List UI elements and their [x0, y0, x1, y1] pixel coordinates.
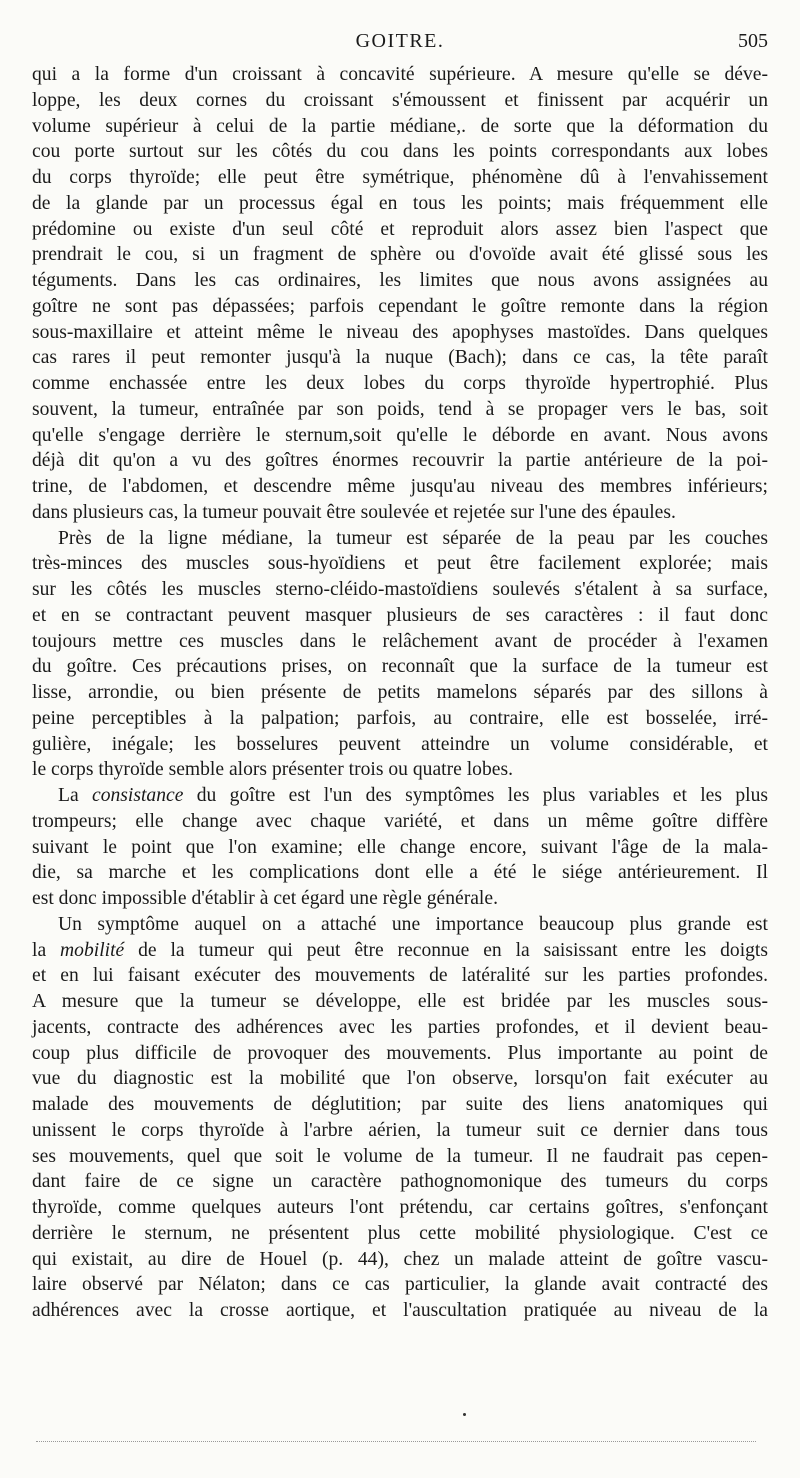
text-line: souvent, la tumeur, entraînée par son poids, tend à se propager vers le bas, soit — [32, 398, 768, 420]
text-line: derrière le sternum, ne présentent plus cette mobilité physiologique. C'est ce — [32, 1222, 768, 1244]
body-text — [32, 62, 768, 1324]
text-line: très-minces des muscles sous-hyoïdiens et peut être facilement explorée; mais — [32, 553, 768, 575]
text-line: vue du diagnostic est la mobilité que l'on observe, lorsqu'on fait exécuter au — [32, 1068, 768, 1090]
text-line: dant faire de ce signe un caractère pathognomonique des tumeurs du corps — [32, 1171, 768, 1193]
text-line: volume supérieur à celui de la partie médiane,. de sorte que la déformation du — [32, 115, 768, 137]
text-line: suivant le point que l'on examine; elle change encore, suivant l'âge de la mala- — [32, 836, 768, 858]
running-head: GOITRE. — [355, 30, 445, 52]
text-line: die, sa marche et les complications dont elle a été le siége antérieurement. Il — [32, 862, 768, 884]
text-line: téguments. Dans les cas ordinaires, les limites que nous avons assignées au — [32, 270, 768, 291]
text-line: jacents, contracte des adhérences avec les parties profondes, et il devient beau- — [32, 1016, 768, 1038]
text-line: adhérences avec la crosse aortique, et l'auscultation pratiquée au niveau de la — [32, 1300, 768, 1321]
text-line: coup plus difficile de provoquer des mouvements. Plus importante au point de — [32, 1042, 768, 1064]
text-line: malade des mouvements de déglutition; par suite des liens anatomiques qui — [32, 1094, 768, 1115]
text-line: est donc impossible d'établir à cet égard une règle générale. — [32, 888, 498, 909]
text-line: laire observé par Nélaton; dans ce cas particulier, la glande avait contracté des — [32, 1274, 768, 1296]
text-line: de la glande par un processus égal en tous les points; mais fréquemment elle — [32, 192, 768, 214]
text-line: trompeurs; elle change avec chaque variété, et dans un même goître diffère — [32, 810, 768, 832]
text-line: toujours mettre ces muscles dans le relâchement avant de procéder à l'examen — [32, 630, 768, 652]
text-line: thyroïde, comme quelques auteurs l'ont prétendu, car certains goîtres, s'enfonçant — [32, 1197, 768, 1218]
line-rest: de la tumeur qui peut être reconnue en la saisissant entre les doigts — [138, 939, 769, 961]
page-header — [32, 30, 768, 60]
text-line: du goître. Ces précautions prises, on reconnaît que la surface de la tumeur est — [32, 656, 768, 678]
text-line-consistance — [32, 783, 768, 809]
text-line: Un symptôme auquel on a attaché une importance beaucoup plus grande est — [58, 913, 768, 935]
text-line: ses mouvements, quel que soit le volume de la tumeur. Il ne faudrait pas cepen- — [32, 1145, 768, 1167]
text-line: loppe, les deux cornes du croissant s'émoussent et finissent par acquérir un — [32, 89, 768, 111]
text-line: du corps thyroïde; elle peut être symétrique, phénomène dû à l'envahissement — [32, 167, 768, 188]
text-line: goître ne sont pas dépassées; parfois cependant le goître remonte dans la région — [32, 295, 768, 317]
text-line: comme enchassée entre les deux lobes du corps thyroïde hypertrophié. Plus — [32, 373, 768, 394]
text-line: qui existait, au dire de Houel (p. 44), chez un malade atteint de goître vascu- — [32, 1248, 768, 1270]
italic-term-consistance: consistance — [92, 785, 184, 806]
page-number: 505 — [738, 30, 768, 52]
text-line: unissent le corps thyroïde à l'arbre aérien, la tumeur suit ce dernier dans tous — [32, 1119, 768, 1141]
text-line: prédomine ou existe d'un seul côté et reproduit alors assez bien l'aspect que — [32, 218, 768, 240]
footer-rule — [36, 1441, 756, 1442]
text-line: et en se contractant peuvent masquer plusieurs de ses caractères : il faut donc — [32, 604, 768, 626]
text-line: déjà dit qu'on a vu des goîtres énormes recouvrir la partie antérieure de la poi- — [32, 450, 768, 472]
line-rest: du goître est l'un des symptômes les plus variables et les plus — [196, 785, 768, 806]
text-line: le corps thyroïde semble alors présenter trois ou quatre lobes. — [32, 759, 513, 781]
text-line: Près de la ligne médiane, la tumeur est séparée de la peau par les couches — [58, 527, 768, 549]
text-line: gulière, inégale; les bosselures peuvent atteindre un volume considérable, et — [32, 733, 768, 755]
text-line-mobilite — [32, 938, 768, 964]
text-line: trine, de l'abdomen, et descendre même jusqu'au niveau des membres inférieurs; — [32, 476, 768, 497]
text-line: cas rares il peut remonter jusqu'à la nuque (Bach); dans ce cas, la tête paraît — [32, 347, 768, 369]
text-line: qu'elle s'engage derrière le sternum,soit qu'elle le déborde en avant. Nous avons — [32, 424, 768, 446]
text-line: lisse, arrondie, ou bien présente de petits mamelons séparés par des sillons à — [32, 682, 768, 703]
text-line: qui a la forme d'un croissant à concavité supérieure. A mesure qu'elle se déve- — [32, 64, 768, 85]
text-line: peine perceptibles à la palpation; parfois, au contraire, elle est bosselée, irré- — [32, 707, 768, 729]
text-line: prendrait le cou, si un fragment de sphère ou d'ovoïde avait été glissé sous les — [32, 244, 768, 266]
text-line: cou porte surtout sur les côtés du cou dans les points correspondants aux lobes — [32, 141, 768, 163]
text-line: A mesure que la tumeur se développe, elle est bridée par les muscles sous- — [32, 991, 768, 1012]
italic-term-mobilite: mobilité — [60, 939, 125, 961]
text-line: dans plusieurs cas, la tumeur pouvait être soulevée et rejetée sur l'une des épaules. — [32, 501, 676, 523]
text-line: sous-maxillaire et atteint même le niveau des apophyses mastoïdes. Dans quelques — [32, 321, 768, 343]
text-line: et en lui faisant exécuter des mouvements de latéralité sur les parties profondes. — [32, 965, 768, 987]
line-prefix: La — [58, 785, 79, 806]
print-speck — [463, 1413, 466, 1416]
line-prefix: la — [32, 939, 47, 961]
text-line: sur les côtés les muscles sterno-cléido-mastoïdiens soulevés s'étalent à sa surface, — [32, 579, 768, 600]
